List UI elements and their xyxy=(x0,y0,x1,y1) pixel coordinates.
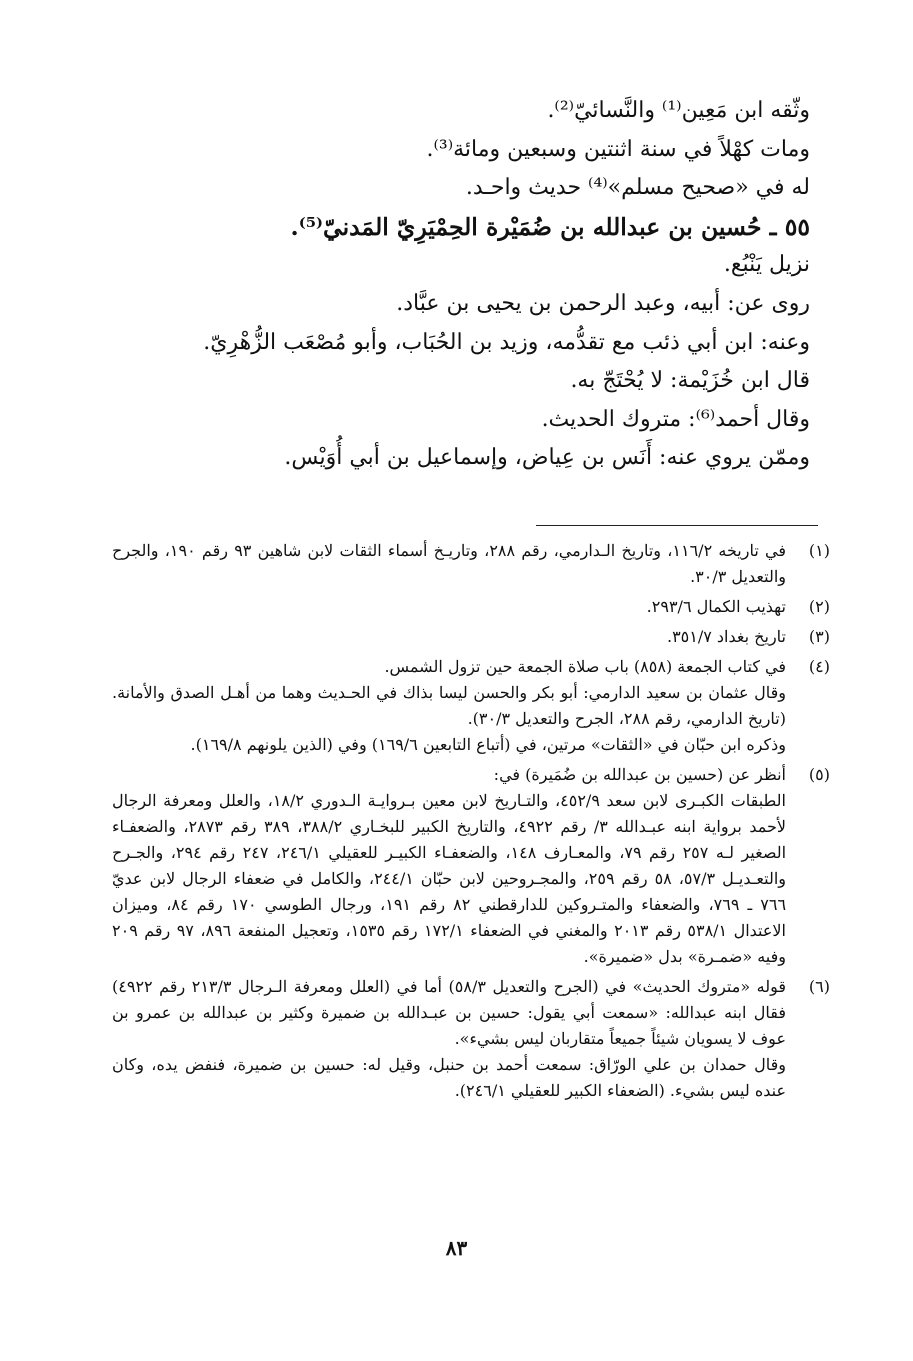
footnote-number: (٢) xyxy=(808,597,830,616)
footnote xyxy=(112,624,830,650)
entry-heading: ٥٥ ـ حُسين بن عبدالله بن ضُمَيْرة الحِمْيَرِيّ المَدنيّ⁽⁵⁾. xyxy=(290,212,810,241)
footnote-number: (٦) xyxy=(808,977,830,996)
main-text xyxy=(150,92,810,478)
footnote-body xyxy=(112,538,786,590)
footnote-text: قوله «متروك الحديث» في (الجرح والتعديل ٥٨/٣) أما في (العلل ومعرفة الـرجال ٢١٣/٣ رقم ٤٩٢٢) فقال ابنه عبدالله: «سمعت أبي يقول: حسين بن عبـدالله بن ضميرة وكثير بن عبدالله بن عمرو بن عوف لا يسويان شيئاً جميعاً متقاربان ليس بشيء». xyxy=(112,977,787,1048)
footnote xyxy=(112,654,830,758)
main-line: وعنه: ابن أبي ذئب مع تقدُّمه، وزيد بن الحُبَاب، وأبو مُصْعَب الزُّهْرِيّ. xyxy=(203,329,810,355)
footnote-text: تهذيب الكمال ٢٩٣/٦. xyxy=(646,597,786,616)
footnote-text: تاريخ بغداد ٣٥١/٧. xyxy=(666,627,786,646)
main-line: روى عن: أبيه، وعبد الرحمن بن يحيى بن عبَّاد. xyxy=(396,290,810,316)
footnote-text: في كتاب الجمعة (٨٥٨) باب صلاة الجمعة حين تزول الشمس. xyxy=(384,657,786,676)
footnote-number: (٤) xyxy=(808,657,830,676)
footnote-body xyxy=(112,974,786,1104)
footnote-number: (٣) xyxy=(808,627,830,646)
footnote-body xyxy=(112,654,786,758)
footnotes xyxy=(112,538,830,1108)
main-line: ومات كهْلاً في سنة اثنتين وسبعين ومائة⁽³⁾. xyxy=(426,136,810,162)
footnote xyxy=(112,762,830,970)
footnote xyxy=(112,538,830,590)
footnote-text: وقال حمدان بن علي الورّاق: سمعت أحمد بن حنبل، وقيل له: حسين بن ضميرة، فنفض يده، وكان عنده ليس بشيء. (الضعفاء الكبير للعقيلي ٢٤٦/١). xyxy=(112,1055,786,1100)
main-line: وقال أحمد⁽⁶⁾: متروك الحديث. xyxy=(541,406,810,432)
footnote-text: وذكره ابن حبّان في «الثقات» مرتين، في (أتباع التابعين ١٦٩/٦) وفي (الذين يلونهم ١٦٩/٨). xyxy=(190,735,786,754)
footnote-text: الطبقات الكبـرى لابن سعد ٤٥٢/٩، والتـاريخ لابن معين بـروايـة الـدوري ١٨/٢، والعلل ومعرفة الرجال لأحمد برواية ابنه عبـدالله ٣/ رقم ٤٩٢٢، والتاريخ الكبير للبخـاري ٣٨٨/٢، ٣٨٩ رقم ٢٨٧٣، والضعفـاء الصغير لـه ٢٥٧ رقم ٧٩، والمعـارف ١٤٨، والضعفـاء الكبيـر للعقيلي ٢٤٦/١، ٢٤٧ رقم ٢٩٤، والجـرح والتعـديـل ٥٧/٣، ٥٨ رقم ٢٥٩، والمجـروحين لابن حبّان ٢٤٤/١، والكامل في ضعفاء الرجال لابن عديّ ٧٦٦ ـ ٧٦٩، والضعفاء والمتـروكين للدارقطني ٨٢ رقم ١٩١، ورجال الطوسي ١٧٠ رقم ٨٤، وميزان الاعتدال ٥٣٨/١ رقم ٢٠١٣ والمغني في الضعفاء ١٧٢/١ رقم ١٥٣٥، وتعجيل المنفعة ٨٩٦، ٩٧ رقم ٢٠٩ وفيه «ضمـرة» بدل «ضميرة». xyxy=(112,791,787,966)
main-line: له في «صحيح مسلم»⁽⁴⁾ حديث واحـد. xyxy=(465,175,810,201)
footnote-text: في تاريخه ١١٦/٢، وتاريخ الـدارمي، رقم ٢٨٨، وتاريـخ أسماء الثقات لابن شاهين ٩٣ رقم ١٩٠، والجرح والتعديل ٣٠/٣. xyxy=(112,541,787,586)
footnote xyxy=(112,974,830,1104)
footnote-body xyxy=(112,624,786,650)
page-number: ٨٣ xyxy=(445,1236,468,1260)
footnote-number: (٥) xyxy=(808,765,830,784)
main-line: وثّقه ابن مَعِين⁽¹⁾ والنَّسائيّ⁽²⁾. xyxy=(547,98,810,123)
footnote-number: (١) xyxy=(808,541,830,560)
footnote-text: وقال عثمان بن سعيد الدارمي: أبو بكر والحسن ليسا بذاك في الحـديث وهما من أهـل الصدق والأمانة. (تاريخ الدارمي، رقم ٢٨٨، الجرح والتعديل ٣٠/٣). xyxy=(112,683,786,728)
main-line: وممّن يروي عنه: أَنَس بن عِياض، وإسماعيل بن أبي أُوَيْس. xyxy=(284,445,810,471)
footnote-body xyxy=(112,762,786,970)
footnote-separator xyxy=(536,525,818,526)
footnote-body xyxy=(112,594,786,620)
footnote-text: أنظر عن (حسين بن عبدالله بن ضُمَيرة) في: xyxy=(493,765,786,784)
footnote xyxy=(112,594,830,620)
main-line: قال ابن خُزَيْمة: لا يُحْتَجّ به. xyxy=(570,368,810,394)
main-line: نزيل يَنْبُع. xyxy=(723,252,810,278)
